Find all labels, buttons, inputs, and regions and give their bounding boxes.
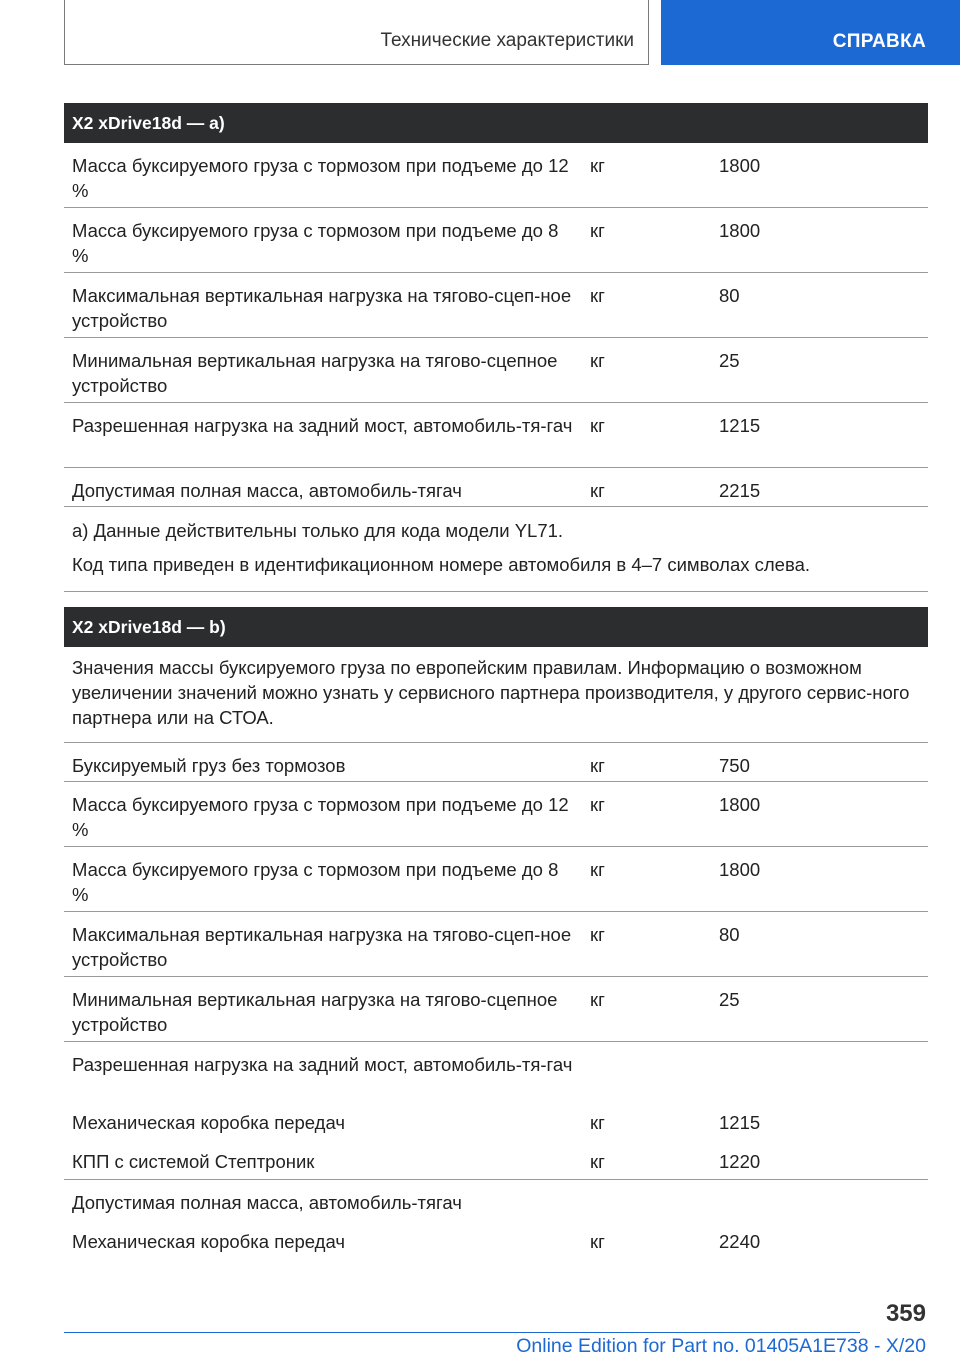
- table-row: [64, 912, 928, 977]
- header-section-box: [661, 0, 960, 65]
- table-row: [64, 743, 928, 782]
- row-unit: кг: [590, 285, 605, 306]
- row-label: Механическая коробка передач: [72, 1231, 345, 1252]
- row-label: Минимальная вертикальная нагрузка на тягово-сцепное устройство: [72, 350, 558, 396]
- spec-table-b: [64, 607, 928, 1258]
- spec-table-a: [64, 103, 928, 592]
- row-value: 2215: [719, 480, 761, 501]
- table-row: [64, 782, 928, 847]
- row-unit: кг: [590, 989, 605, 1010]
- row-label: Максимальная вертикальная нагрузка на тягово-сцеп-ное устройство: [72, 924, 572, 970]
- table-row: [64, 977, 928, 1042]
- table-row: [64, 338, 928, 403]
- table-row: [64, 1139, 928, 1180]
- group-header-row: [64, 1180, 928, 1219]
- row-unit: кг: [590, 415, 605, 436]
- page-header: [0, 0, 960, 66]
- row-value: 1800: [719, 794, 761, 815]
- row-unit: кг: [590, 220, 605, 241]
- row-unit: кг: [590, 1151, 605, 1172]
- row-value: 80: [719, 924, 740, 945]
- row-label: Механическая коробка передач: [72, 1112, 345, 1133]
- row-label: Минимальная вертикальная нагрузка на тягово-сцепное устройство: [72, 989, 558, 1035]
- table-row: [64, 1219, 928, 1258]
- footer-edition: Online Edition for Part no. 01405A1E738 - X/20: [516, 1335, 926, 1357]
- header-title-box: [64, 0, 649, 65]
- row-unit: кг: [590, 155, 605, 176]
- group-header-row: [64, 1042, 928, 1100]
- row-label: КПП с системой Стептроник: [72, 1151, 315, 1172]
- row-label: Масса буксируемого груза с тормозом при подъеме до 12 %: [72, 794, 569, 840]
- table-row: [64, 273, 928, 338]
- row-value: 1800: [719, 155, 761, 176]
- row-unit: кг: [590, 350, 605, 371]
- row-value: 1215: [719, 1112, 761, 1133]
- header-section: СПРАВКА: [832, 31, 926, 52]
- footnote-line: Код типа приведен в идентификационном номере автомобиля в 4–7 символах слева.: [72, 554, 811, 575]
- table-row: [64, 468, 928, 507]
- row-unit: кг: [590, 794, 605, 815]
- table-row: [64, 143, 928, 208]
- row-unit: кг: [590, 859, 605, 880]
- row-label: Разрешенная нагрузка на задний мост, автомобиль-тя-гач: [72, 415, 573, 436]
- row-unit: кг: [590, 755, 605, 776]
- table-row: [64, 1100, 928, 1139]
- row-value: 750: [719, 755, 750, 776]
- row-value: 1800: [719, 859, 761, 880]
- table-intro: Значения массы буксируемого груза по европейским правилам. Информацию о возможном увеличении значений можно узнать у сервисного партнера производителя, у другого сервис-ного партнера или на СТОА.: [64, 647, 928, 743]
- row-value: 80: [719, 285, 740, 306]
- row-unit: кг: [590, 1231, 605, 1252]
- row-label: Буксируемый груз без тормозов: [72, 755, 346, 776]
- header-title: Технические характеристики: [380, 30, 634, 51]
- group-label: Допустимая полная масса, автомобиль-тягач: [72, 1192, 462, 1213]
- row-value: 2240: [719, 1231, 761, 1252]
- table-row: [64, 847, 928, 912]
- row-label: Масса буксируемого груза с тормозом при подъеме до 8 %: [72, 859, 559, 905]
- group-label: Разрешенная нагрузка на задний мост, автомобиль-тя-гач: [72, 1054, 573, 1075]
- table-footnote: [64, 507, 928, 592]
- row-label: Допустимая полная масса, автомобиль-тягач: [72, 480, 462, 501]
- footnote-line: a) Данные действительны только для кода модели YL71.: [72, 520, 564, 541]
- row-unit: кг: [590, 480, 605, 501]
- row-label: Масса буксируемого груза с тормозом при подъеме до 12 %: [72, 155, 569, 201]
- table-title: X2 xDrive18d — a): [64, 103, 928, 143]
- row-unit: кг: [590, 924, 605, 945]
- row-value: 1220: [719, 1151, 761, 1172]
- page-number: 359: [885, 1300, 926, 1327]
- footer-divider: [64, 1332, 860, 1333]
- row-value: 25: [719, 989, 740, 1010]
- table-row: [64, 208, 928, 273]
- row-value: 25: [719, 350, 740, 371]
- row-label: Масса буксируемого груза с тормозом при подъеме до 8 %: [72, 220, 559, 266]
- row-value: 1800: [719, 220, 761, 241]
- row-unit: кг: [590, 1112, 605, 1133]
- table-title: X2 xDrive18d — b): [64, 607, 928, 647]
- row-value: 1215: [719, 415, 761, 436]
- row-label: Максимальная вертикальная нагрузка на тягово-сцеп-ное устройство: [72, 285, 572, 331]
- table-row: [64, 403, 928, 468]
